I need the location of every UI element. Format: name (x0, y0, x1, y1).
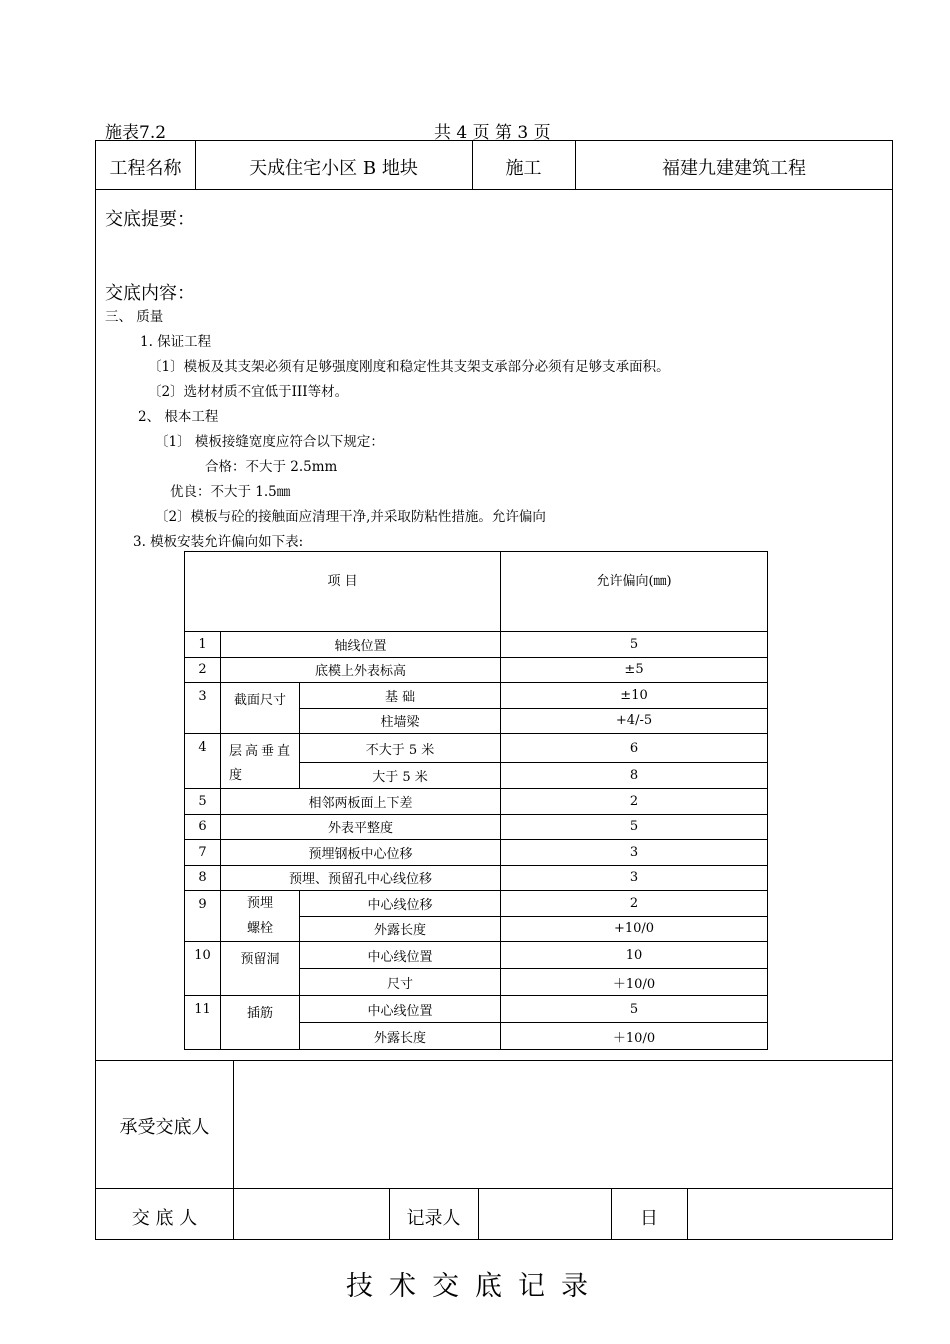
divider (96, 1060, 892, 1061)
presenter-label: 交 底 人 (131, 1208, 198, 1229)
divider (233, 1060, 234, 1240)
table-row (185, 942, 768, 969)
row-subitem: 尺寸 (300, 969, 501, 996)
table-row (185, 683, 768, 709)
row-deviation: 5 (501, 632, 768, 658)
table-row (185, 891, 768, 917)
row-deviation: 5 (501, 814, 768, 840)
list-item: 〔2〕模板与砼的接触面应清理干净,并采取防粘性措施。允许偏向 (155, 509, 546, 525)
deviation-table (184, 551, 768, 1050)
summary-label: 交底提要： (105, 209, 195, 230)
row-deviation: ＋10/0 (501, 1023, 768, 1050)
table-row (185, 865, 768, 891)
row-group-line: 螺栓 (246, 921, 273, 936)
table-row (185, 657, 768, 683)
row-number: 10 (185, 942, 221, 996)
row-number: 1 (185, 632, 221, 658)
row-deviation: +10/0 (501, 916, 768, 942)
row-number: 8 (185, 865, 221, 891)
date-label: 日 (640, 1208, 658, 1229)
list-item: 1. 保证工程 (140, 334, 212, 350)
divider (96, 189, 892, 190)
row-number: 6 (185, 814, 221, 840)
row-number: 7 (185, 840, 221, 866)
row-deviation: 3 (501, 865, 768, 891)
list-item: 合格：不大于 2.5mm (205, 459, 338, 475)
list-item: 〔2〕选材材质不宜低于III等材。 (148, 384, 349, 400)
row-number: 9 (185, 891, 221, 942)
table-row (185, 734, 768, 763)
list-item: 3. 模板安装允许偏向如下表: (133, 534, 304, 550)
row-group: 层高垂直度 (221, 734, 300, 789)
row-number: 5 (185, 789, 221, 815)
row-subitem: 柱墙梁 (300, 708, 501, 734)
row-deviation: 2 (501, 891, 768, 917)
row-number: 3 (185, 683, 221, 734)
row-subitem: 基 础 (300, 683, 501, 709)
project-name-value: 天成住宅小区 B 地块 (249, 158, 418, 179)
document-title: 技术交底记录 (346, 1271, 604, 1302)
list-item: 优良：不大于 1.5㎜ (170, 484, 291, 500)
row-number: 11 (185, 996, 221, 1050)
row-item: 相邻两板面上下差 (221, 789, 501, 815)
row-deviation: 10 (501, 942, 768, 969)
row-item: 预埋、预留孔中心线位移 (221, 865, 501, 891)
row-group: 截面尺寸 (221, 683, 300, 734)
row-subitem: 中心线位置 (300, 996, 501, 1023)
divider (687, 1188, 688, 1240)
row-subitem: 中心线位移 (300, 891, 501, 917)
row-item: 预埋钢板中心位移 (221, 840, 501, 866)
row-deviation: 8 (501, 763, 768, 789)
row-subitem: 中心线位置 (300, 942, 501, 969)
row-subitem: 不大于 5 米 (300, 734, 501, 763)
row-deviation: 3 (501, 840, 768, 866)
header-deviation: 允许偏向(㎜) (501, 552, 768, 632)
table-row (185, 632, 768, 658)
content-label: 交底内容： (105, 283, 195, 304)
project-name-label: 工程名称 (109, 158, 182, 179)
construction-value: 福建九建建筑工程 (662, 158, 806, 179)
table-row (185, 814, 768, 840)
row-deviation: ±5 (501, 657, 768, 683)
row-item: 外表平整度 (221, 814, 501, 840)
table-row (185, 840, 768, 866)
page-info: 共 4 页 第 3 页 (434, 123, 551, 143)
row-number: 4 (185, 734, 221, 789)
section-heading: 三、 质量 (105, 309, 164, 325)
row-deviation: ＋10/0 (501, 969, 768, 996)
list-item: 〔1〕 模板接缝宽度应符合以下规定： (155, 434, 384, 450)
row-group-line: 预埋 (246, 896, 273, 911)
row-item: 底模上外表标高 (221, 657, 501, 683)
row-group: 插筋 (221, 996, 300, 1050)
divider (96, 1188, 892, 1189)
row-group: 预留洞 (221, 942, 300, 996)
row-subitem: 外露长度 (300, 916, 501, 942)
form-number: 施表7.2 (105, 123, 167, 143)
recorder-label: 记录人 (406, 1208, 461, 1229)
receiver-label: 承受交底人 (119, 1117, 210, 1138)
header-item: 项 目 (185, 552, 501, 632)
row-deviation: 2 (501, 789, 768, 815)
list-item: 2、 根本工程 (138, 409, 219, 425)
row-group (221, 891, 300, 942)
construction-label: 施工 (505, 158, 542, 179)
row-subitem: 大于 5 米 (300, 763, 501, 789)
row-item: 轴线位置 (221, 632, 501, 658)
row-deviation: 6 (501, 734, 768, 763)
row-number: 2 (185, 657, 221, 683)
list-item: 〔1〕模板及其支架必须有足够强度刚度和稳定性其支架支承部分必须有足够支承面积。 (148, 359, 670, 375)
row-deviation: +4/-5 (501, 708, 768, 734)
divider (478, 1188, 479, 1240)
row-deviation: 5 (501, 996, 768, 1023)
table-header-row (185, 552, 768, 632)
row-deviation: ±10 (501, 683, 768, 709)
table-row (185, 789, 768, 815)
table-row (185, 996, 768, 1023)
row-subitem: 外露长度 (300, 1023, 501, 1050)
